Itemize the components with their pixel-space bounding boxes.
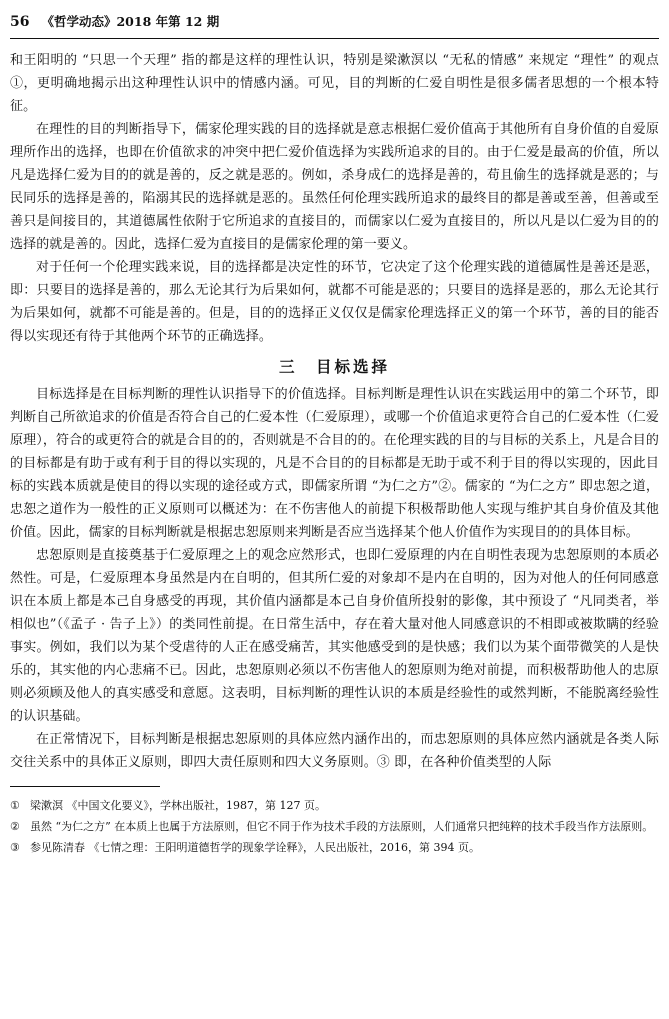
footnote-text: 参见陈清春 《七情之理：王阳明道德哲学的现象学诠释》，人民出版社，2016，第 394 页。 xyxy=(30,841,480,854)
footnote xyxy=(10,816,659,837)
journal-title: 《哲学动态》2018 年第 12 期 xyxy=(41,14,220,29)
footnote-marker: ① xyxy=(10,799,20,812)
footnotes xyxy=(10,795,659,858)
body-text xyxy=(10,49,659,774)
footnote xyxy=(10,837,659,858)
footnote-text: 梁漱溟 《中国文化要义》，学林出版社，1987，第 127 页。 xyxy=(30,799,326,812)
paragraph: 忠恕原则是直接奠基于仁爱原理之上的观念应然形式，也即仁爱原理的内在自明性表现为忠恕原则的本质必然性。可是，仁爱原理本身虽然是内在自明的，但其所仁爱的对象却不是内在自明的，因为对他人的任何同感意识在本质上都是本己自身感受的再现，其价值内涵都是本己自身价值所投射的影像，其中预设了 “凡同类者，举相似也”（《孟子 · 告子上》）的类同性前提。在日常生活中，存在着大量对他人同感意识的不相即或被欺瞒的经验事实。例如，我们以为某个受虐待的人正在感受痛苦，其实他感受到的是快感；我们以为某个面带微笑的人是快乐的，其实他的内心悲痛不已。因此，忠恕原则必须以不伤害他人的恕原则为绝对前提，而积极帮助他人的忠原则必须顾及他人的真实感受和意愿。这表明，目标判断的理性认识的本质是经验性的或然判断，不能脱离经验性的认识基础。 xyxy=(10,548,659,724)
page-number: 56 xyxy=(10,14,30,30)
footnote-text: 虽然 “为仁之方” 在本质上也属于方法原则，但它不同于作为技术手段的方法原则，人们通常只把纯粹的技术手段当作方法原则。 xyxy=(30,820,654,833)
footnote-divider xyxy=(10,786,160,787)
footnote-marker: ② xyxy=(10,820,20,833)
section-heading: 三 目标选择 xyxy=(278,357,390,376)
paragraph: 和王阳明的 “只思一个天理” 指的都是这样的理性认识，特别是梁漱溟以 “无私的情感” 来规定 “理性” 的观点①，更明确地揭示出这种理性认识中的情感内涵。可见，目的判断的仁爱自明性是很多儒者思想的一个根本特征。 xyxy=(10,53,659,114)
running-header xyxy=(10,14,659,30)
paragraph: 在正常情况下，目标判断是根据忠恕原则的具体应然内涵作出的，而忠恕原则的具体应然内涵就是各类人际交往关系中的具体正义原则，即四大责任原则和四大义务原则。③ 即，在各种价值类型的人际 xyxy=(10,732,659,770)
header-divider xyxy=(10,38,659,39)
paragraph: 目标选择是在目标判断的理性认识指导下的价值选择。目标判断是理性认识在实践运用中的第二个环节，即判断自己所欲追求的价值是否符合自己的仁爱本性（仁爱原理），或哪一个价值追求更符合自己的仁爱本性（仁爱原理），符合的或更符合的就是合目的的，否则就是不合目的的。在伦理实践的目的与目标的关系上，凡是合目的的目标都是有助于或有利于目的得以实现的，凡是不合目的的目标都是无助于或不利于目的得以实现的，因此目标的实践本质就是使目的得以实现的途径或方式，即儒家所谓 “为仁之方”②。儒家的 “为仁之方” 即忠恕之道，忠恕之道作为一般性的正义原则可以概述为：在不伤害他人的前提下积极帮助他人实现与维护其自身价值及其他价值。因此，儒家的目标判断就是根据忠恕原则来判断是否应当选择某个他人价值作为实现目的的具体目标。 xyxy=(10,387,659,540)
paragraph: 在理性的目的判断指导下，儒家伦理实践的目的选择就是意志根据仁爱价值高于其他所有自身价值的自爱原理所作出的选择，也即在价值欲求的冲突中把仁爱价值选择为实践所追求的目的。由于仁爱是最高的价值，所以凡是选择仁爱为目的的就是善的，反之就是恶的。例如，杀身成仁的选择是善的，苟且偷生的选择就是恶的；与民同乐的选择是善的，陷溺其民的选择就是恶的。虽然任何伦理实践所追求的最终目的都是善或至善，但善或至善只是间接目的，其道德属性依附于它所追求的直接目的，而儒家以仁爱为直接目的，所以凡是以仁爱为目的的选择的就是善的。因此，选择仁爱为直接目的是儒家伦理的第一要义。 xyxy=(10,122,659,252)
footnote xyxy=(10,795,659,816)
footnote-marker: ③ xyxy=(10,841,20,854)
paragraph: 对于任何一个伦理实践来说，目的选择都是决定性的环节，它决定了这个伦理实践的道德属性是善还是恶，即：只要目的选择是善的，那么无论其行为后果如何，就都不可能是恶的；只要目的选择是恶的，那么无论其行为后果如何，就都不可能是善的。但是，目的的选择正义仅仅是儒家伦理选择正义的第一个环节，善的目的能否得以实现还有待于其他两个环节的正确选择。 xyxy=(10,260,659,344)
